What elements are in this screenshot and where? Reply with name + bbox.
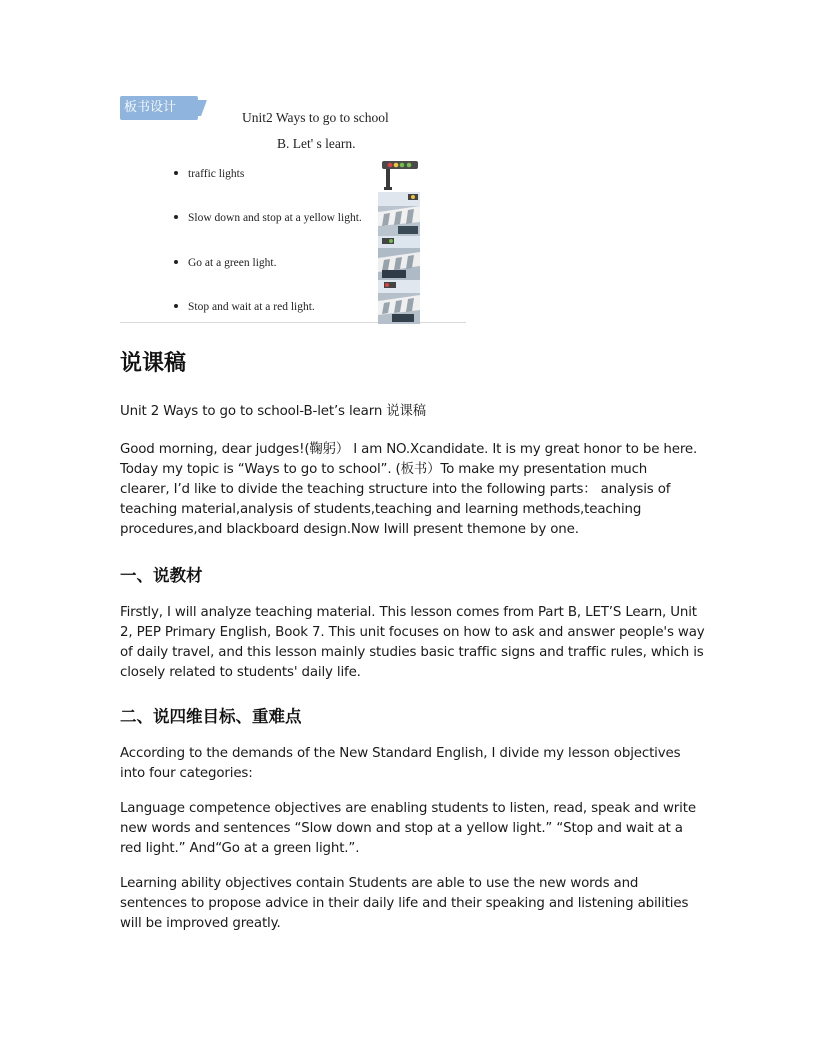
intro-paragraph: Good morning, dear judges!(鞠躬） I am NO.Xcandidate. It is my great honor to be here. Today my topic is “Ways to go to school”. (板书）To make my presentation much clearer, I’d like to divide the teaching structure into the following parts： analysis of teaching material,analysis of students,teaching and learning methods,teaching procedures,and blackboard design.Now Iwill present themone by one.: [120, 442, 698, 537]
page-heading: 说课稿: [120, 351, 187, 376]
board-bullet: Go at a green light.: [174, 257, 276, 269]
bullet-dot-icon: [174, 304, 178, 308]
intro-title: Unit 2 Ways to go to school-B-let’s learn 说课稿: [120, 404, 426, 419]
bullet-dot-icon: [174, 260, 178, 264]
section1-paragraph: Firstly, I will analyze teaching material. This lesson comes from Part B, LET’S Learn, Unit 2, PEP Primary English, Book 7. This unit focuses on how to ask and answer people's way of daily travel, and this lesson mainly studies basic traffic signs and traffic rules, which is closely related to students' daily life.: [120, 605, 705, 680]
language-objectives-paragraph: Language competence objectives are enabling students to listen, read, speak and write new words and sentences “Slow down and stop at a yellow light.” “Stop and wait at a red light.” And“Go at a green light.”.: [120, 801, 696, 856]
yellow-light-crossing-image: [378, 192, 420, 236]
board-bullet: Stop and wait at a red light.: [174, 301, 315, 313]
board-bullet: Slow down and stop at a yellow light.: [174, 212, 362, 224]
traffic-light-icon: [382, 160, 418, 190]
bullet-dot-icon: [174, 215, 178, 219]
green-light-crossing-image: [378, 236, 420, 280]
blackboard-design-badge: 板书设计: [120, 96, 198, 120]
objectives-intro-paragraph: According to the demands of the New Standard English, I divide my lesson objectives into four categories:: [120, 746, 681, 781]
bullet-dot-icon: [174, 171, 178, 175]
blackboard-design-figure: [120, 94, 466, 323]
board-title: Unit2 Ways to go to school: [242, 110, 389, 125]
board-subtitle: B. Let' s learn.: [277, 136, 356, 151]
red-light-crossing-image: [378, 280, 420, 324]
section-heading: 二、说四维目标、重难点: [120, 707, 302, 726]
learning-ability-paragraph: Learning ability objectives contain Students are able to use the new words and sentences to propose advice in their daily life and their speaking and listening abilities will be improved greatly.: [120, 876, 689, 931]
section-heading: 一、说教材: [120, 566, 203, 585]
board-bullet: traffic lights: [174, 168, 244, 180]
